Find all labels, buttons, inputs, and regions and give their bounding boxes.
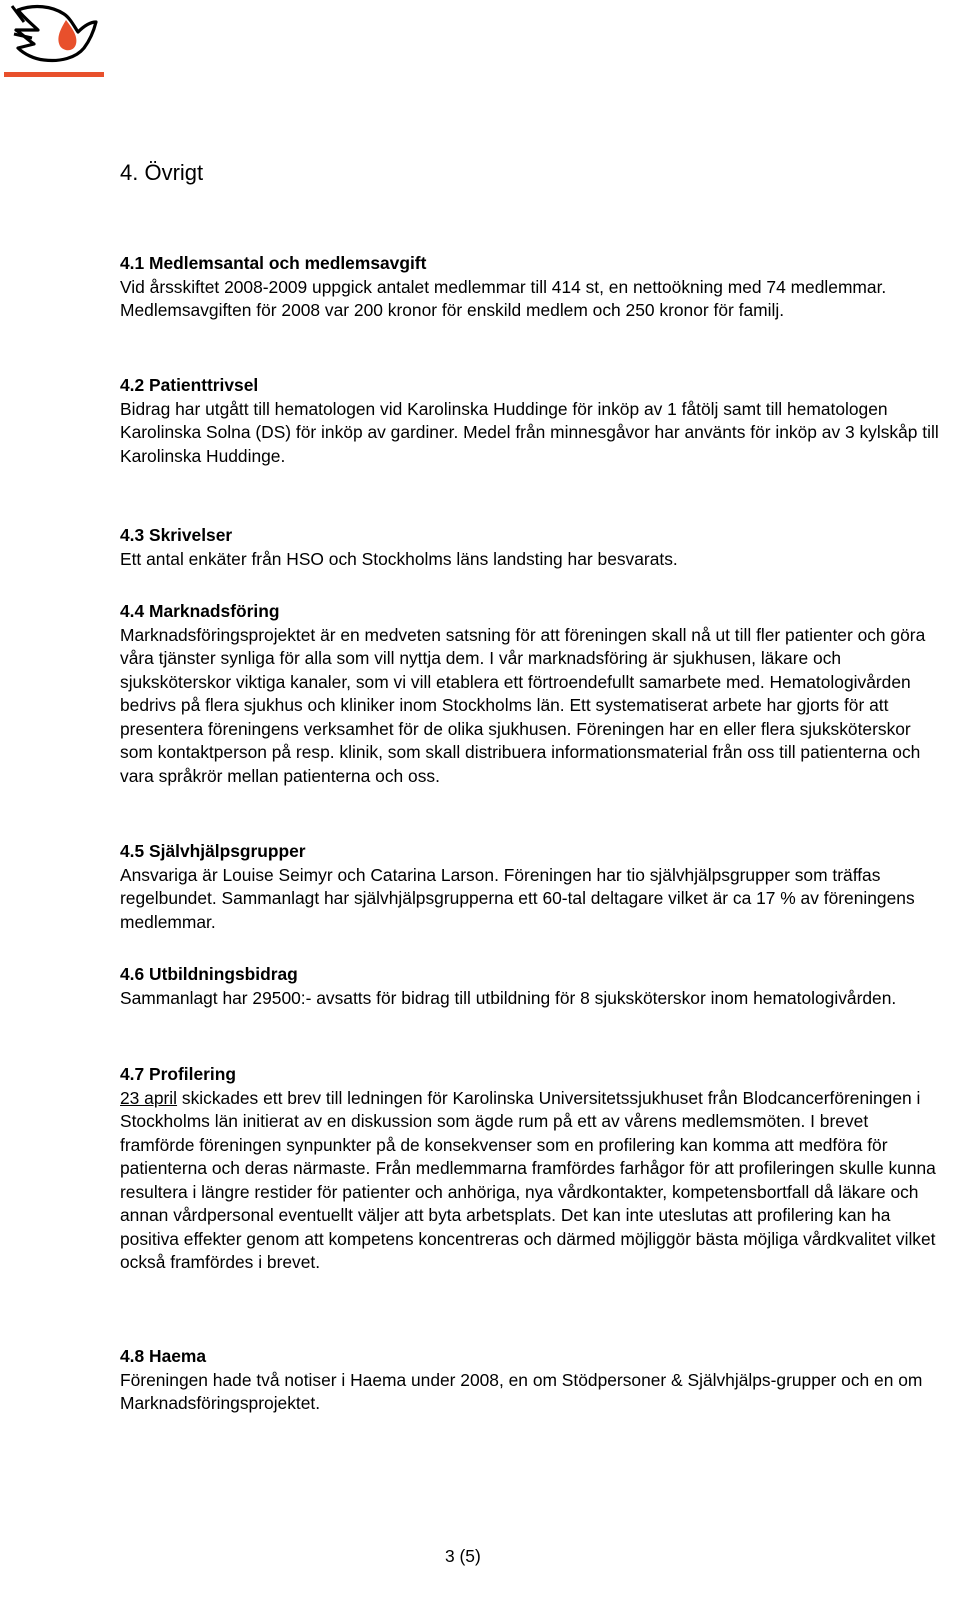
section-skrivelser — [120, 524, 940, 571]
dove-logo-icon — [4, 0, 104, 72]
organization-logo — [4, 0, 104, 80]
page-title: 4. Övrigt — [120, 160, 204, 185]
section-utbildningsbidrag — [120, 963, 940, 1010]
section-heading: 4.2 Patienttrivsel — [120, 375, 259, 395]
section-body: Marknadsföringsprojektet är en medveten satsning för att föreningen skall nå ut till fler patienter och göra våra tjänster synliga för alla som vill nyttja dem. I vår marknadsföring är sjukhusen, läkare och sjuksköterskor viktiga kanaler, som vi vill etablera ett förtroendefullt samarbete med. Hematologivården bedrivs på flera sjukhus och kliniker inom Stockholms län. Ett systematiserat arbete har gjorts för att presentera föreningens verksamhet för de olika sjukhusen. Föreningen har en eller flera sjuksköterskor som kontaktperson på resp. klinik, som skall distribuera informationsmaterial från oss till patienterna och vara språkrör mellan patienterna och oss. — [120, 624, 926, 786]
section-body: Vid årsskiftet 2008-2009 uppgick antalet medlemmar till 414 st, en nettoökning med 74 medlemmar. Medlemsavgiften för 2008 var 200 kronor för enskild medlem och 250 kronor för familj. — [120, 276, 887, 320]
section-heading: 4.4 Marknadsföring — [120, 601, 280, 621]
section-sjalvhjalpsgrupper — [120, 840, 940, 934]
page-number: 3 (5) — [445, 1546, 481, 1566]
section-medlemsantal — [120, 252, 940, 323]
section-heading: 4.5 Självhjälpsgrupper — [120, 841, 306, 861]
section-heading: 4.6 Utbildningsbidrag — [120, 964, 298, 984]
section-body: Bidrag har utgått till hematologen vid Karolinska Huddinge för inköp av 1 fåtölj samt till hematologen Karolinska Solna (DS) för inköp av gardiner. Medel från minnesgåvor har använts för inköp av 3 kylskåp till Karolinska Huddinge. — [120, 398, 939, 466]
logo-underline-bar — [4, 72, 104, 77]
section-patienttrivsel — [120, 374, 940, 468]
section-body — [120, 1087, 940, 1275]
section-body: Sammanlagt har 29500:- avsatts för bidrag till utbildning för 8 sjuksköterskor inom hematologivården. — [120, 987, 897, 1008]
section-heading: 4.8 Haema — [120, 1346, 207, 1366]
section-marknadsforing — [120, 600, 940, 788]
section-profilering — [120, 1063, 940, 1275]
section-heading: 4.1 Medlemsantal och medlemsavgift — [120, 253, 427, 273]
section-heading: 4.3 Skrivelser — [120, 525, 233, 545]
section-body: Ansvariga är Louise Seimyr och Catarina Larson. Föreningen har tio självhjälpsgrupper som träffas regelbundet. Sammanlagt har självhjälpsgrupperna ett 60-tal deltagare vilket är ca 17 % av föreningens medlemmar. — [120, 864, 915, 932]
section-body: Föreningen hade två notiser i Haema under 2008, en om Stödpersoner & Självhjälps-grupper och en om Marknadsföringsprojektet. — [120, 1369, 923, 1413]
section-heading: 4.7 Profilering — [120, 1064, 236, 1084]
section-haema — [120, 1345, 940, 1416]
section-body: Ett antal enkäter från HSO och Stockholms läns landsting har besvarats. — [120, 548, 678, 569]
underlined-date: 23 april — [120, 1087, 178, 1108]
section-body-text: skickades ett brev till ledningen för Karolinska Universitetssjukhuset från Blodcancerföreningen i Stockholms län initierat av en diskussion som ägde rum på ett av vårens medlemsmöten. I brevet framförde föreningen synpunkter på de konsekvenser som en profilering kan komma att medföra för patienterna och deras närmaste. Från medlemmarna framfördes farhågor för att profileringen skulle kunna resultera i längre restider för patienter och anhöriga, nya vårdkontakter, kompetensbortfall då läkare och annan vårdpersonal eventuellt väljer att byta arbetsplats. Det kan inte uteslutas att profilering kan ha positiva effekter genom att kompetens koncentreras och därmed möjliggör bästa möjliga vårdkvalitet vilket också framfördes i brevet. — [120, 1087, 936, 1272]
